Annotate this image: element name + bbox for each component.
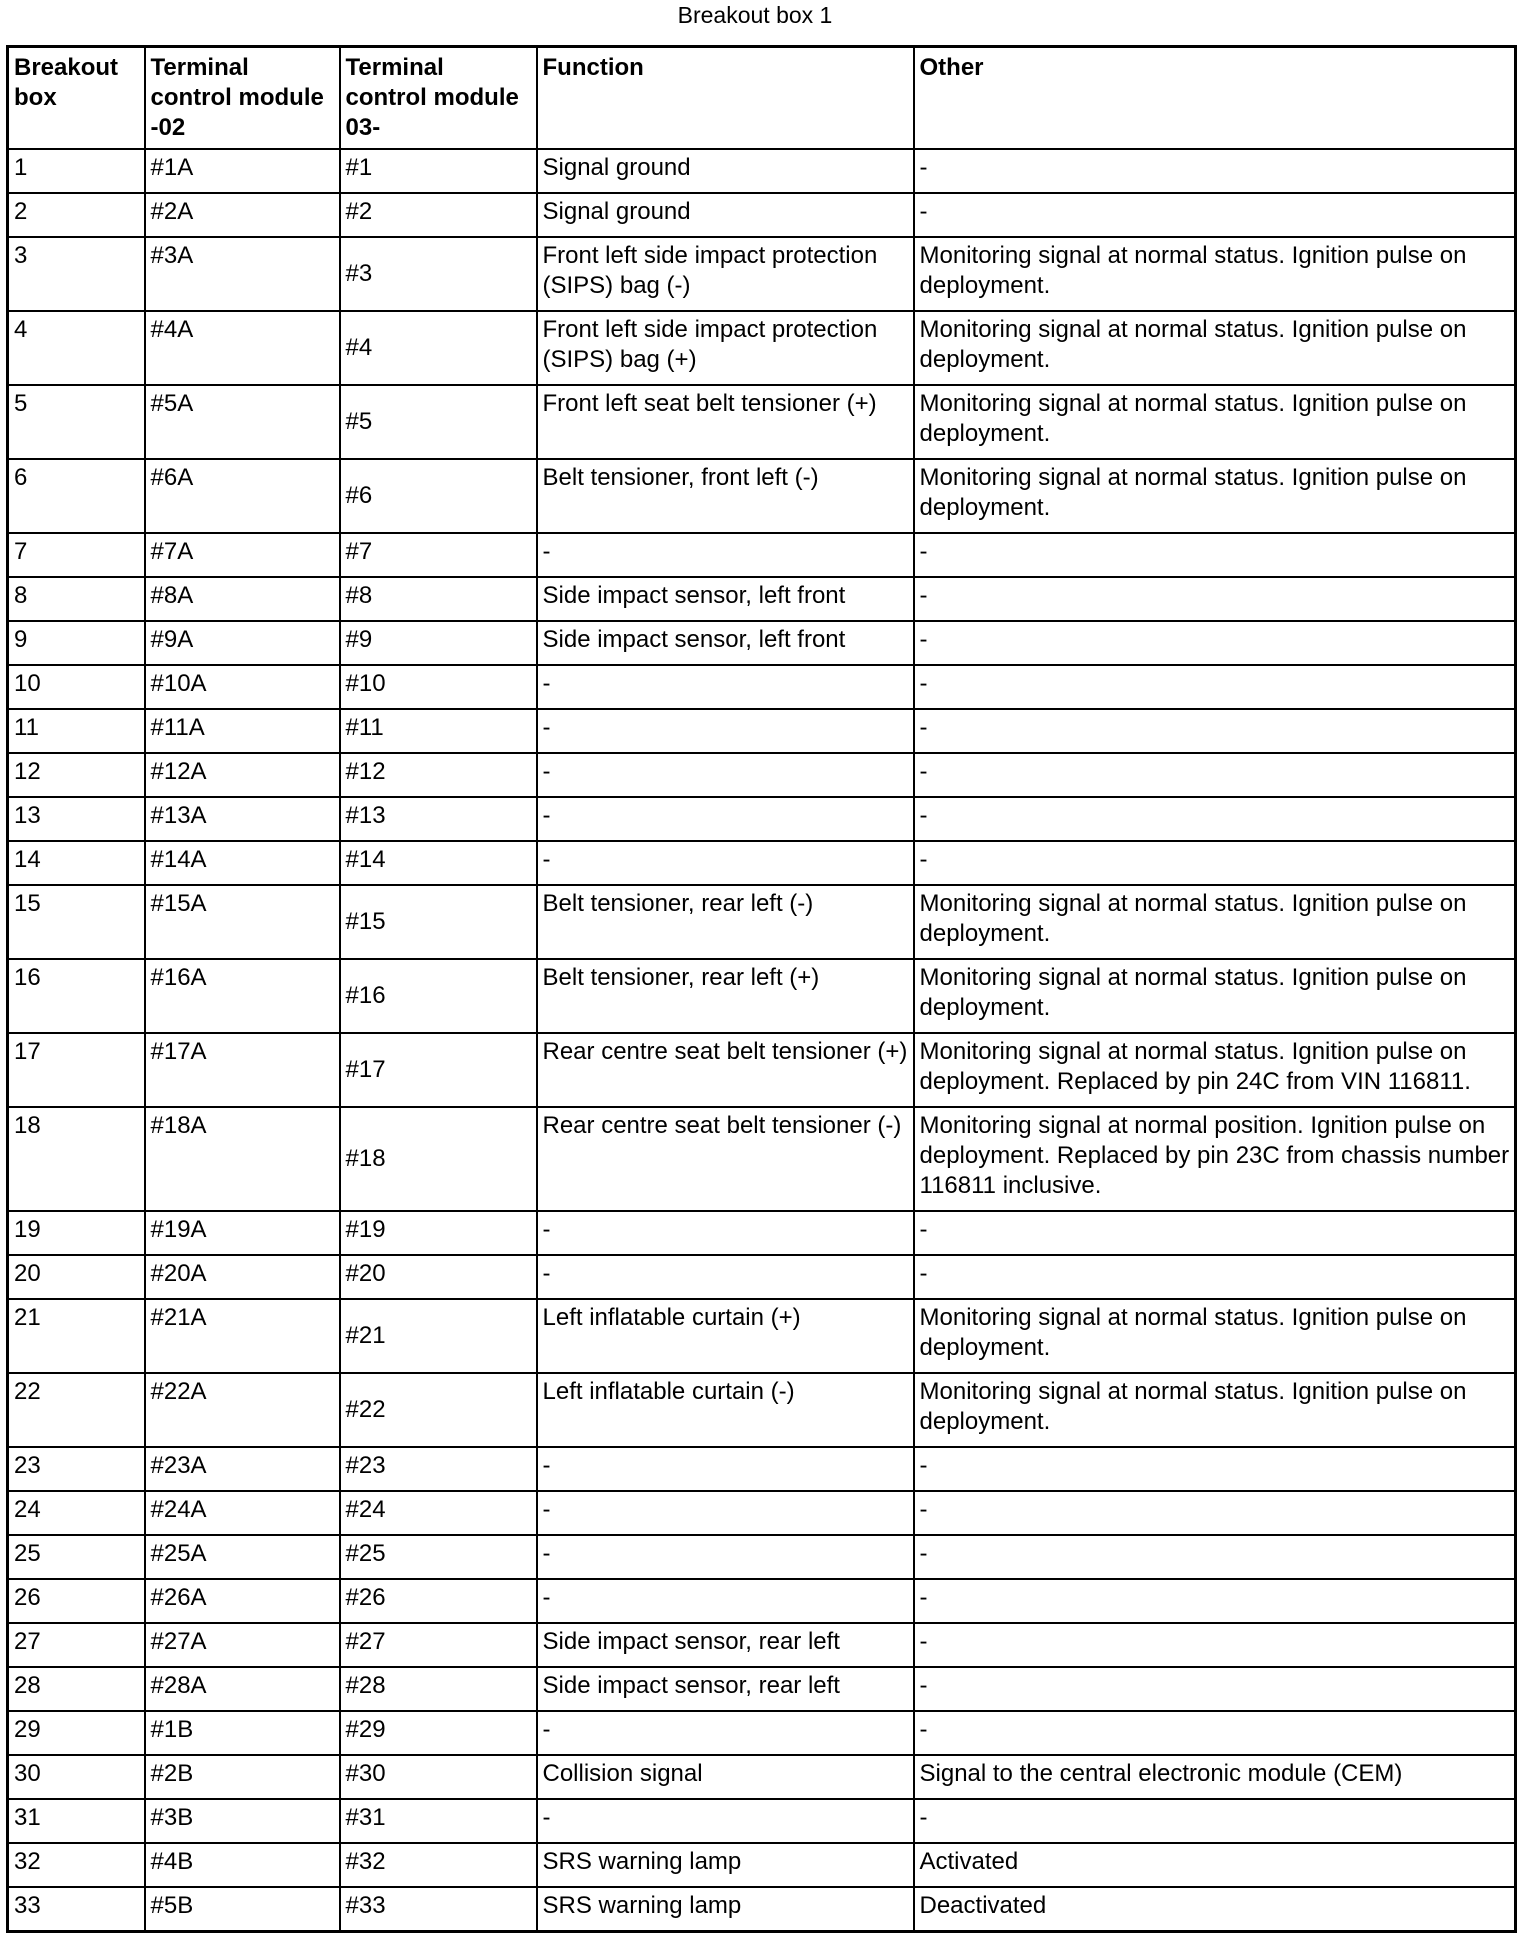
- table-row: [8, 709, 1516, 753]
- cell-other: -: [914, 1579, 1516, 1623]
- cell-breakout-box: 1: [8, 149, 145, 193]
- header-terminal-03: Terminal control module 03-: [340, 47, 537, 150]
- cell-terminal-02: #8A: [145, 577, 340, 621]
- cell-function: Rear centre seat belt tensioner (+): [537, 1033, 914, 1107]
- cell-terminal-02: #5B: [145, 1887, 340, 1932]
- cell-breakout-box: 2: [8, 193, 145, 237]
- table-row: [8, 1299, 1516, 1373]
- table-row: [8, 621, 1516, 665]
- cell-function: Belt tensioner, rear left (+): [537, 959, 914, 1033]
- cell-breakout-box: 13: [8, 797, 145, 841]
- cell-other: -: [914, 709, 1516, 753]
- cell-breakout-box: 4: [8, 311, 145, 385]
- cell-terminal-03: #21: [340, 1299, 537, 1373]
- header-row: [8, 47, 1516, 150]
- cell-other: -: [914, 1447, 1516, 1491]
- cell-terminal-02: #15A: [145, 885, 340, 959]
- cell-terminal-02: #22A: [145, 1373, 340, 1447]
- cell-other: -: [914, 665, 1516, 709]
- cell-other: Monitoring signal at normal status. Ignition pulse on deployment.: [914, 959, 1516, 1033]
- table-row: [8, 753, 1516, 797]
- cell-terminal-03: #32: [340, 1843, 537, 1887]
- cell-terminal-03: #10: [340, 665, 537, 709]
- cell-breakout-box: 5: [8, 385, 145, 459]
- cell-terminal-02: #25A: [145, 1535, 340, 1579]
- cell-breakout-box: 31: [8, 1799, 145, 1843]
- cell-terminal-03: #1: [340, 149, 537, 193]
- table-row: [8, 577, 1516, 621]
- table-row: [8, 1579, 1516, 1623]
- cell-other: -: [914, 1667, 1516, 1711]
- cell-function: -: [537, 1799, 914, 1843]
- cell-terminal-03: #15: [340, 885, 537, 959]
- cell-other: Monitoring signal at normal position. Ignition pulse on deployment. Replaced by pin 23C from chassis number 116811 inclusive.: [914, 1107, 1516, 1211]
- cell-terminal-03: #19: [340, 1211, 537, 1255]
- cell-terminal-03: #14: [340, 841, 537, 885]
- table-row: [8, 1211, 1516, 1255]
- cell-terminal-03: #8: [340, 577, 537, 621]
- cell-other: -: [914, 193, 1516, 237]
- cell-function: -: [537, 1491, 914, 1535]
- cell-function: SRS warning lamp: [537, 1887, 914, 1932]
- cell-other: Monitoring signal at normal status. Ignition pulse on deployment.: [914, 311, 1516, 385]
- cell-function: Left inflatable curtain (+): [537, 1299, 914, 1373]
- header-other: Other: [914, 47, 1516, 150]
- cell-terminal-03: #18: [340, 1107, 537, 1211]
- cell-function: -: [537, 1579, 914, 1623]
- cell-function: -: [537, 533, 914, 577]
- cell-breakout-box: 33: [8, 1887, 145, 1932]
- cell-terminal-02: #3B: [145, 1799, 340, 1843]
- cell-function: Side impact sensor, left front: [537, 577, 914, 621]
- header-function: Function: [537, 47, 914, 150]
- cell-other: -: [914, 797, 1516, 841]
- cell-terminal-03: #26: [340, 1579, 537, 1623]
- cell-terminal-02: #6A: [145, 459, 340, 533]
- table-header: [8, 47, 1516, 150]
- cell-breakout-box: 14: [8, 841, 145, 885]
- cell-breakout-box: 23: [8, 1447, 145, 1491]
- cell-other: Monitoring signal at normal status. Ignition pulse on deployment.: [914, 459, 1516, 533]
- table-row: [8, 385, 1516, 459]
- cell-terminal-02: #10A: [145, 665, 340, 709]
- cell-terminal-02: #20A: [145, 1255, 340, 1299]
- cell-function: Signal ground: [537, 149, 914, 193]
- cell-terminal-03: #30: [340, 1755, 537, 1799]
- cell-function: -: [537, 1711, 914, 1755]
- cell-terminal-03: #29: [340, 1711, 537, 1755]
- cell-function: Side impact sensor, left front: [537, 621, 914, 665]
- cell-breakout-box: 11: [8, 709, 145, 753]
- table-row: [8, 885, 1516, 959]
- cell-breakout-box: 32: [8, 1843, 145, 1887]
- cell-other: -: [914, 621, 1516, 665]
- cell-terminal-03: #20: [340, 1255, 537, 1299]
- table-row: [8, 1535, 1516, 1579]
- table-row: [8, 1755, 1516, 1799]
- cell-function: Belt tensioner, rear left (-): [537, 885, 914, 959]
- cell-other: Monitoring signal at normal status. Ignition pulse on deployment.: [914, 385, 1516, 459]
- cell-terminal-03: #33: [340, 1887, 537, 1932]
- cell-function: Side impact sensor, rear left: [537, 1623, 914, 1667]
- table-row: [8, 1843, 1516, 1887]
- cell-terminal-03: #24: [340, 1491, 537, 1535]
- cell-function: -: [537, 1211, 914, 1255]
- cell-other: -: [914, 1535, 1516, 1579]
- cell-function: Rear centre seat belt tensioner (-): [537, 1107, 914, 1211]
- table-row: [8, 1667, 1516, 1711]
- cell-breakout-box: 28: [8, 1667, 145, 1711]
- cell-function: Front left side impact protection (SIPS) bag (-): [537, 237, 914, 311]
- cell-breakout-box: 24: [8, 1491, 145, 1535]
- table-row: [8, 797, 1516, 841]
- cell-breakout-box: 27: [8, 1623, 145, 1667]
- cell-function: Belt tensioner, front left (-): [537, 459, 914, 533]
- cell-function: -: [537, 797, 914, 841]
- cell-other: -: [914, 577, 1516, 621]
- cell-other: Monitoring signal at normal status. Ignition pulse on deployment.: [914, 885, 1516, 959]
- cell-terminal-03: #22: [340, 1373, 537, 1447]
- cell-terminal-03: #4: [340, 311, 537, 385]
- cell-terminal-02: #9A: [145, 621, 340, 665]
- cell-other: -: [914, 753, 1516, 797]
- table-row: [8, 1799, 1516, 1843]
- table-row: [8, 1255, 1516, 1299]
- cell-terminal-03: #25: [340, 1535, 537, 1579]
- table-row: [8, 1033, 1516, 1107]
- table-row: [8, 1711, 1516, 1755]
- cell-terminal-03: #23: [340, 1447, 537, 1491]
- cell-breakout-box: 10: [8, 665, 145, 709]
- cell-terminal-03: #11: [340, 709, 537, 753]
- table-row: [8, 841, 1516, 885]
- cell-function: -: [537, 841, 914, 885]
- cell-breakout-box: 12: [8, 753, 145, 797]
- cell-other: -: [914, 1211, 1516, 1255]
- cell-other: Signal to the central electronic module (CEM): [914, 1755, 1516, 1799]
- cell-terminal-02: #13A: [145, 797, 340, 841]
- table-row: [8, 959, 1516, 1033]
- cell-other: Deactivated: [914, 1887, 1516, 1932]
- cell-breakout-box: 30: [8, 1755, 145, 1799]
- table-row: [8, 1491, 1516, 1535]
- cell-function: Left inflatable curtain (-): [537, 1373, 914, 1447]
- table-row: [8, 665, 1516, 709]
- cell-other: Monitoring signal at normal status. Ignition pulse on deployment.: [914, 1299, 1516, 1373]
- cell-terminal-02: #5A: [145, 385, 340, 459]
- table-row: [8, 459, 1516, 533]
- table-row: [8, 1623, 1516, 1667]
- cell-breakout-box: 26: [8, 1579, 145, 1623]
- cell-breakout-box: 29: [8, 1711, 145, 1755]
- cell-breakout-box: 9: [8, 621, 145, 665]
- cell-terminal-02: #7A: [145, 533, 340, 577]
- cell-breakout-box: 18: [8, 1107, 145, 1211]
- cell-other: Activated: [914, 1843, 1516, 1887]
- cell-terminal-02: #11A: [145, 709, 340, 753]
- cell-function: Front left side impact protection (SIPS) bag (+): [537, 311, 914, 385]
- table-row: [8, 1447, 1516, 1491]
- cell-terminal-02: #28A: [145, 1667, 340, 1711]
- cell-breakout-box: 22: [8, 1373, 145, 1447]
- cell-function: Side impact sensor, rear left: [537, 1667, 914, 1711]
- header-breakout-box: Breakout box: [8, 47, 145, 150]
- cell-other: -: [914, 1711, 1516, 1755]
- cell-other: Monitoring signal at normal status. Ignition pulse on deployment.: [914, 237, 1516, 311]
- cell-terminal-02: #21A: [145, 1299, 340, 1373]
- cell-other: Monitoring signal at normal status. Ignition pulse on deployment. Replaced by pin 24C from VIN 116811.: [914, 1033, 1516, 1107]
- cell-terminal-02: #1A: [145, 149, 340, 193]
- cell-terminal-03: #6: [340, 459, 537, 533]
- breakout-box-table: [6, 45, 1517, 1933]
- cell-terminal-03: #2: [340, 193, 537, 237]
- cell-breakout-box: 17: [8, 1033, 145, 1107]
- cell-terminal-02: #4B: [145, 1843, 340, 1887]
- cell-terminal-02: #12A: [145, 753, 340, 797]
- cell-terminal-03: #16: [340, 959, 537, 1033]
- cell-terminal-03: #12: [340, 753, 537, 797]
- cell-function: SRS warning lamp: [537, 1843, 914, 1887]
- cell-function: -: [537, 1535, 914, 1579]
- cell-function: Signal ground: [537, 193, 914, 237]
- cell-terminal-02: #26A: [145, 1579, 340, 1623]
- cell-function: -: [537, 665, 914, 709]
- table-body: [8, 149, 1516, 1932]
- table-row: [8, 311, 1516, 385]
- cell-breakout-box: 16: [8, 959, 145, 1033]
- cell-function: Front left seat belt tensioner (+): [537, 385, 914, 459]
- cell-terminal-03: #27: [340, 1623, 537, 1667]
- cell-terminal-02: #18A: [145, 1107, 340, 1211]
- cell-function: -: [537, 1255, 914, 1299]
- cell-terminal-02: #1B: [145, 1711, 340, 1755]
- cell-terminal-02: #2B: [145, 1755, 340, 1799]
- cell-terminal-03: #17: [340, 1033, 537, 1107]
- cell-terminal-03: #3: [340, 237, 537, 311]
- cell-breakout-box: 6: [8, 459, 145, 533]
- cell-breakout-box: 15: [8, 885, 145, 959]
- cell-other: Monitoring signal at normal status. Ignition pulse on deployment.: [914, 1373, 1516, 1447]
- cell-terminal-03: #7: [340, 533, 537, 577]
- table-row: [8, 1373, 1516, 1447]
- cell-terminal-02: #2A: [145, 193, 340, 237]
- header-terminal-02: Terminal control module -02: [145, 47, 340, 150]
- cell-other: -: [914, 1255, 1516, 1299]
- cell-terminal-02: #19A: [145, 1211, 340, 1255]
- table-row: [8, 533, 1516, 577]
- cell-terminal-03: #28: [340, 1667, 537, 1711]
- cell-terminal-02: #24A: [145, 1491, 340, 1535]
- cell-terminal-03: #9: [340, 621, 537, 665]
- cell-function: -: [537, 709, 914, 753]
- table-row: [8, 193, 1516, 237]
- cell-function: -: [537, 1447, 914, 1491]
- cell-other: -: [914, 1799, 1516, 1843]
- page-title: Breakout box 1: [677, 2, 833, 28]
- cell-breakout-box: 21: [8, 1299, 145, 1373]
- cell-terminal-03: #5: [340, 385, 537, 459]
- cell-terminal-02: #16A: [145, 959, 340, 1033]
- cell-other: -: [914, 1491, 1516, 1535]
- cell-terminal-02: #3A: [145, 237, 340, 311]
- table-row: [8, 1107, 1516, 1211]
- cell-breakout-box: 7: [8, 533, 145, 577]
- cell-function: Collision signal: [537, 1755, 914, 1799]
- cell-terminal-02: #4A: [145, 311, 340, 385]
- cell-terminal-02: #17A: [145, 1033, 340, 1107]
- cell-other: -: [914, 841, 1516, 885]
- cell-breakout-box: 20: [8, 1255, 145, 1299]
- cell-breakout-box: 19: [8, 1211, 145, 1255]
- table-row: [8, 237, 1516, 311]
- cell-breakout-box: 3: [8, 237, 145, 311]
- cell-breakout-box: 25: [8, 1535, 145, 1579]
- cell-other: -: [914, 533, 1516, 577]
- cell-terminal-02: #14A: [145, 841, 340, 885]
- cell-function: -: [537, 753, 914, 797]
- cell-breakout-box: 8: [8, 577, 145, 621]
- cell-terminal-02: #23A: [145, 1447, 340, 1491]
- cell-other: -: [914, 1623, 1516, 1667]
- cell-terminal-02: #27A: [145, 1623, 340, 1667]
- table-row: [8, 1887, 1516, 1932]
- cell-terminal-03: #31: [340, 1799, 537, 1843]
- cell-terminal-03: #13: [340, 797, 537, 841]
- table-row: [8, 149, 1516, 193]
- cell-other: -: [914, 149, 1516, 193]
